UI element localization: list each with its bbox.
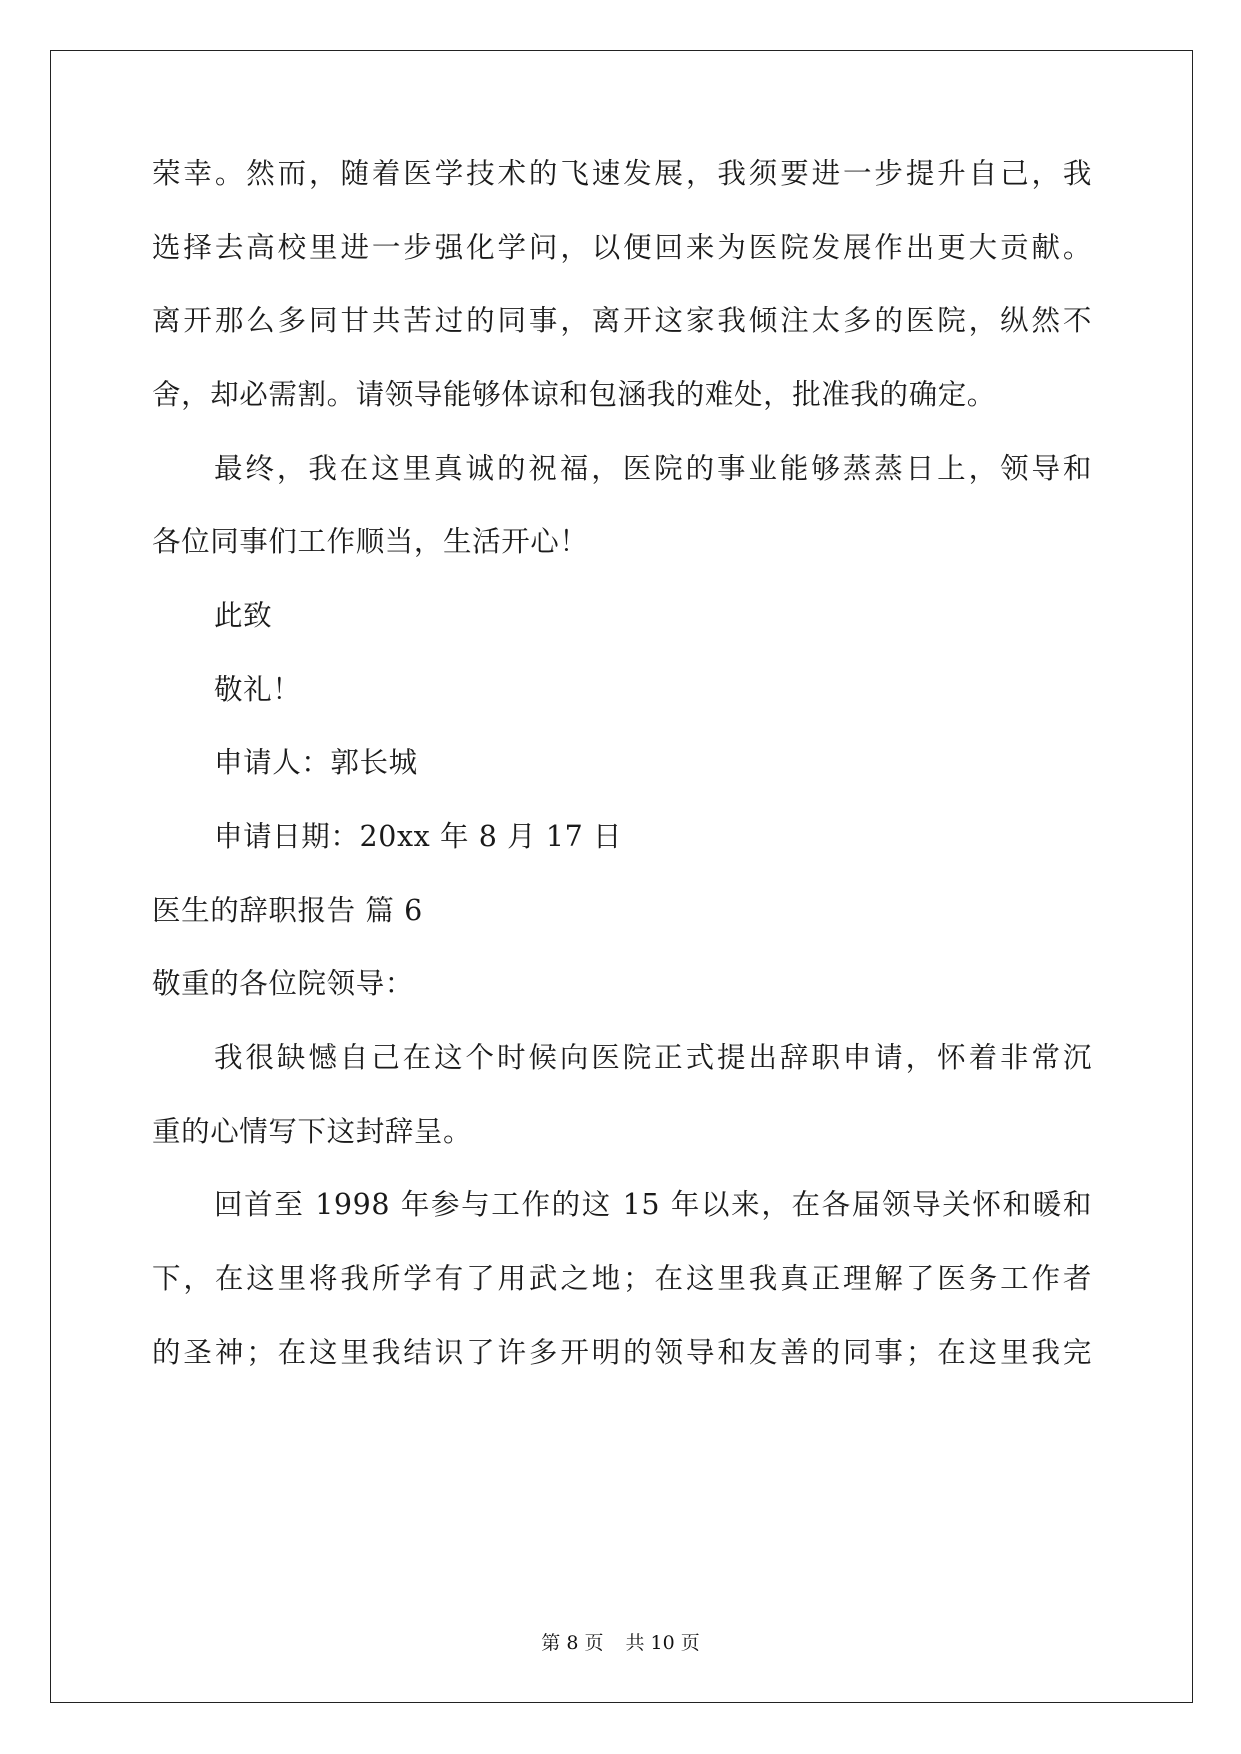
body-text-line: 最终，我在这里真诚的祝福，医院的事业能够蒸蒸日上，领导和: [214, 452, 1092, 485]
body-text-line: 各位同事们工作顺当，生活开心！: [152, 525, 589, 558]
page-number: 第 8 页: [541, 1632, 604, 1654]
body-text-line: 荣幸。然而，随着医学技术的飞速发展，我须要进一步提升自己，我: [152, 157, 1092, 190]
closing-salutation: 此致: [214, 599, 273, 632]
body-text-line: 重的心情写下这封辞呈。: [152, 1115, 473, 1148]
body-text-line: 我很缺憾自己在这个时候向医院正式提出辞职申请，怀着非常沉: [214, 1041, 1092, 1074]
section-heading: 医生的辞职报告 篇 6: [152, 894, 423, 927]
page-footer: [0, 1630, 1241, 1656]
page-total: 共 10 页: [625, 1632, 700, 1654]
page-border: [50, 50, 1193, 1703]
body-text-line: 的圣神；在这里我结识了许多开明的领导和友善的同事；在这里我完: [152, 1336, 1092, 1369]
application-date: 申请日期：20xx 年 8 月 17 日: [214, 820, 623, 853]
letter-greeting: 敬重的各位院领导：: [152, 967, 414, 1000]
closing-respect: 敬礼！: [214, 673, 302, 706]
body-text-line: 离开那么多同甘共苦过的同事，离开这家我倾注太多的医院，纵然不: [152, 304, 1092, 337]
applicant-name: 申请人：郭长城: [214, 746, 418, 779]
body-text-line: 下，在这里将我所学有了用武之地；在这里我真正理解了医务工作者: [152, 1262, 1092, 1295]
body-text-line: 回首至 1998 年参与工作的这 15 年以来，在各届领导关怀和暖和: [214, 1188, 1092, 1221]
body-text-line: 选择去高校里进一步强化学问，以便回来为医院发展作出更大贡献。: [152, 231, 1092, 264]
body-text-line: 舍，却必需割。请领导能够体谅和包涵我的难处，批准我的确定。: [152, 378, 996, 411]
